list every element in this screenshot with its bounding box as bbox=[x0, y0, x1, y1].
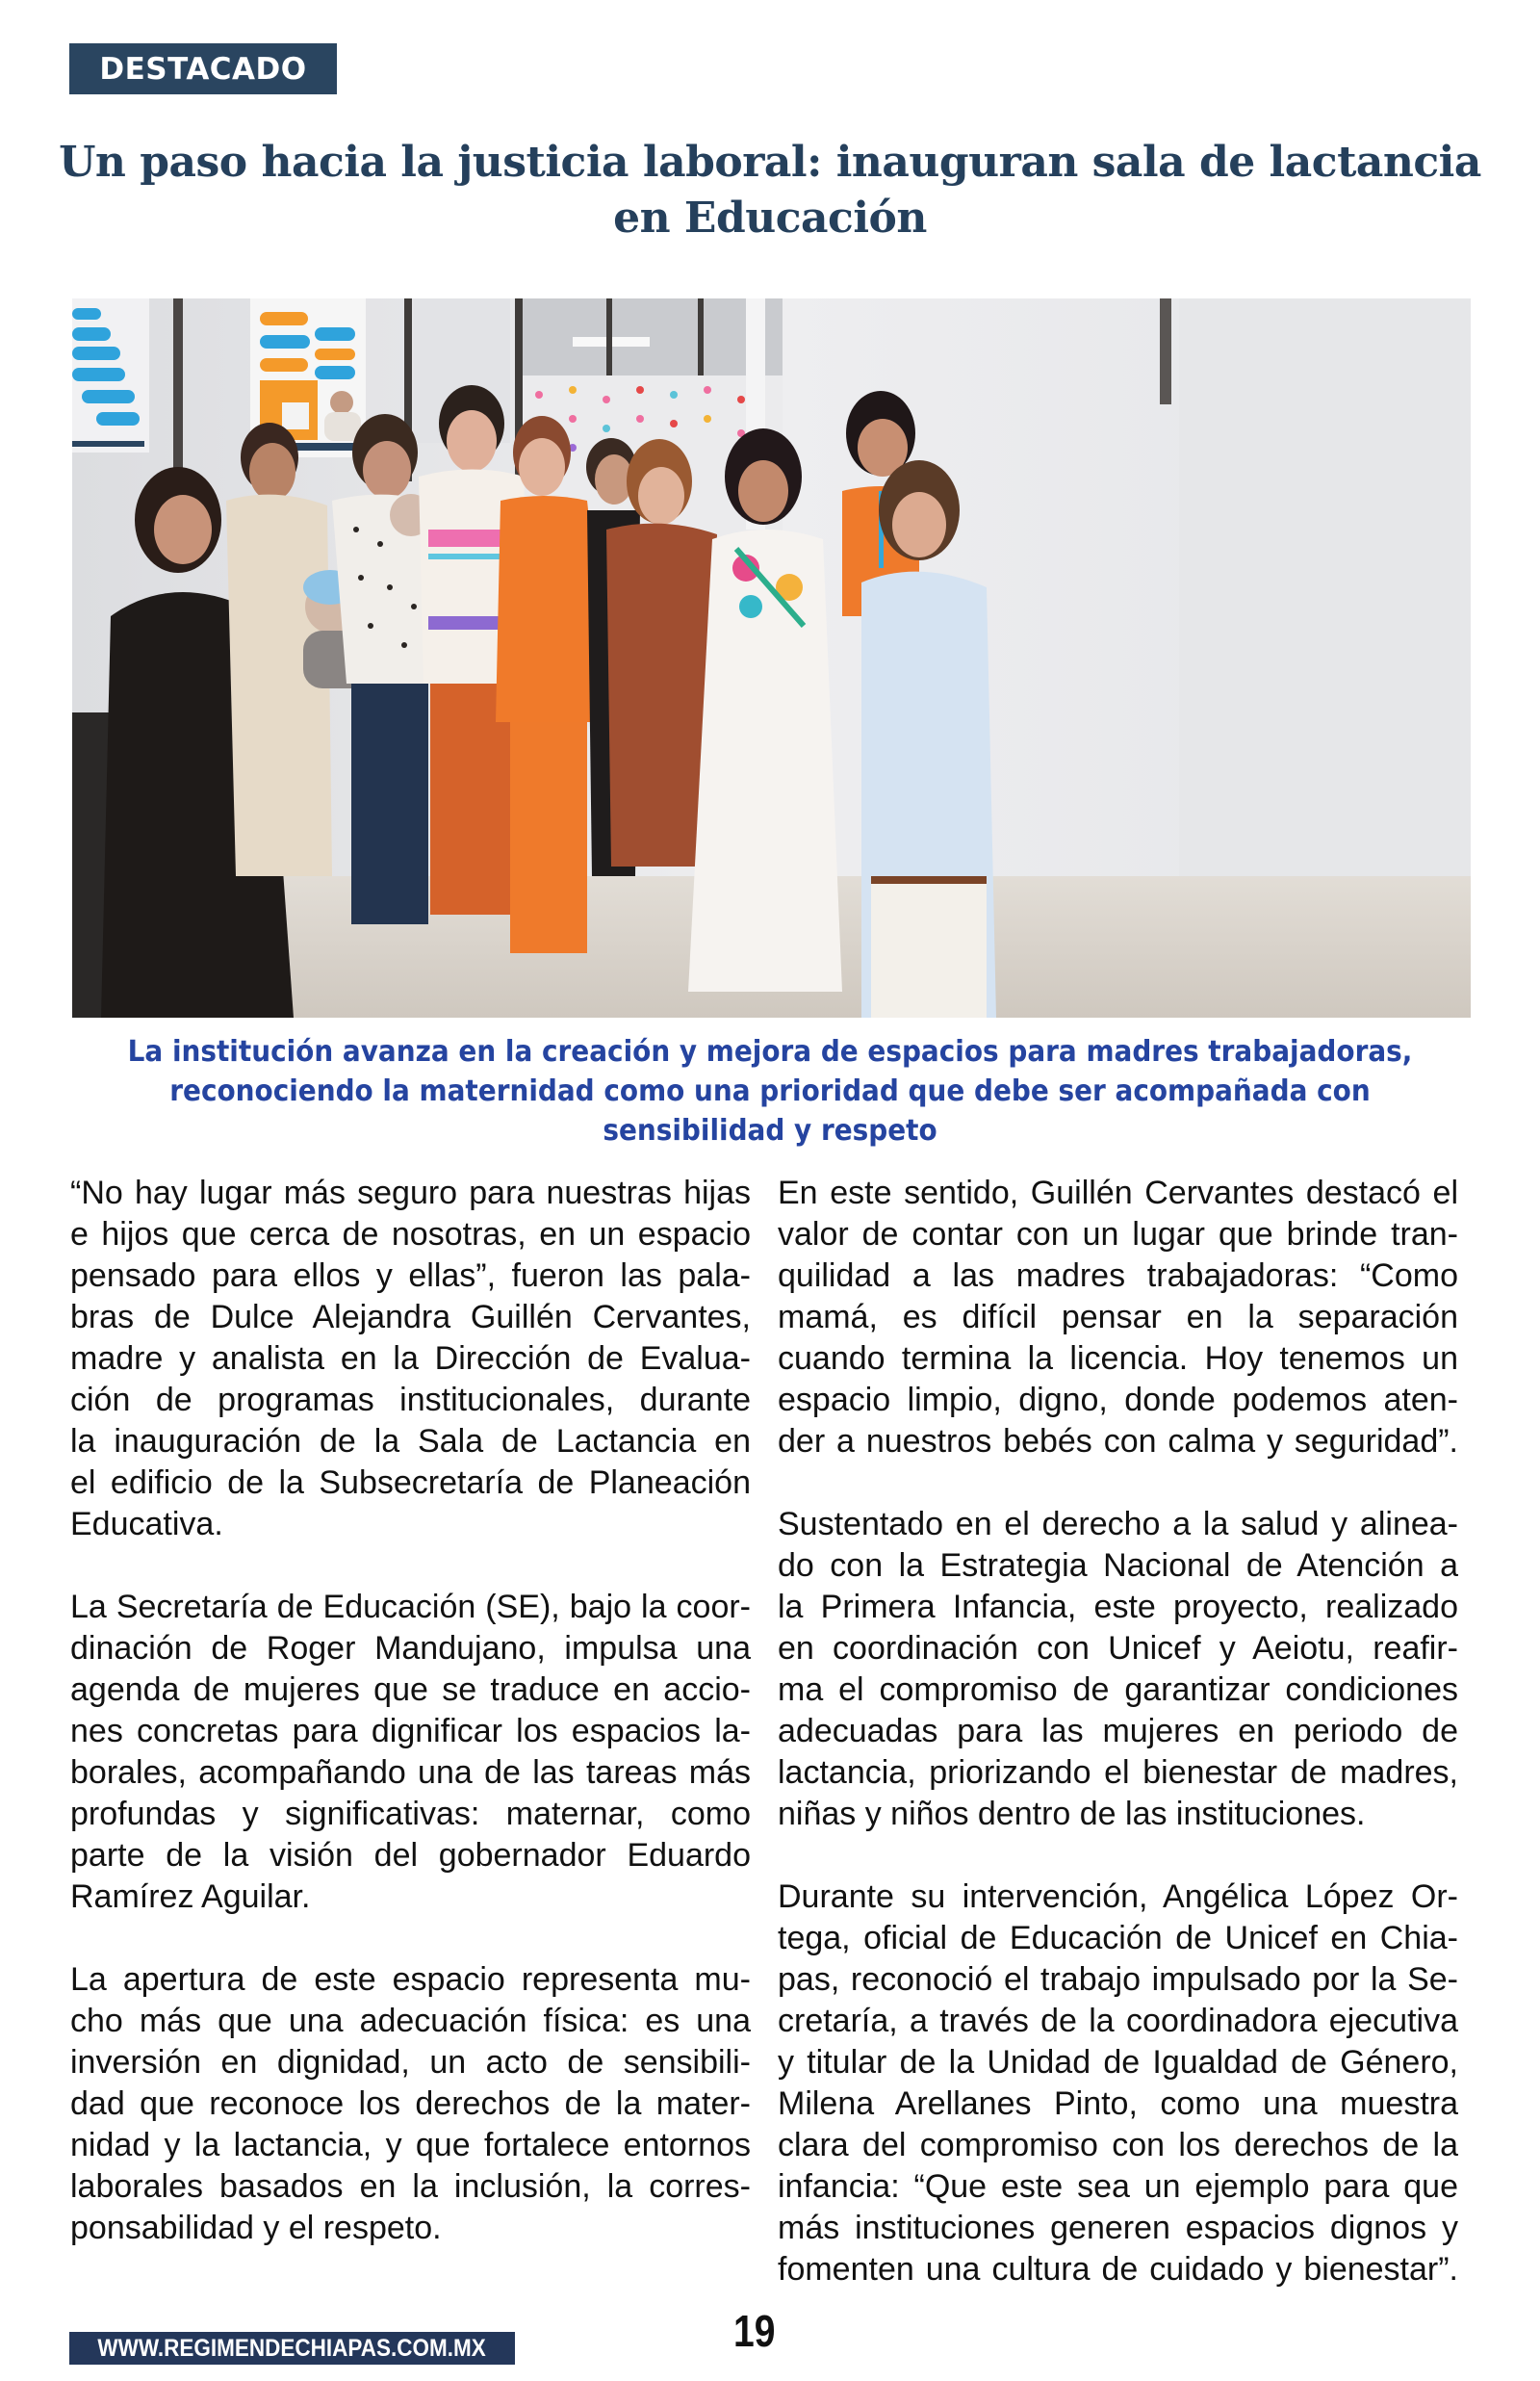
body-line: cretaría, a través de la coordinadora ejecutiva bbox=[778, 2003, 1458, 2039]
body-line: fomenten una cultura de cuidado y bienestar”. bbox=[778, 2251, 1458, 2288]
body-line: ción de programas institucionales, durante bbox=[70, 1382, 751, 1418]
body-line: y titular de la Unidad de Igualdad de Género, bbox=[778, 2044, 1458, 2081]
body-line: borales, acompañando una de las tareas más bbox=[70, 1754, 751, 1791]
body-line: dad que reconoce los derechos de la mater- bbox=[70, 2085, 751, 2122]
body-line: Milena Arellanes Pinto, como una muestra bbox=[778, 2085, 1458, 2122]
body-column-right bbox=[778, 1173, 1458, 2290]
website-link[interactable]: WWW.REGIMENDECHIAPAS.COM.MX bbox=[97, 2334, 487, 2362]
paragraph bbox=[70, 1173, 751, 1545]
body-line: Durante su intervención, Angélica López Or- bbox=[778, 1878, 1458, 1915]
body-line: en coordinación con Unicef y Aeiotu, reafir- bbox=[778, 1630, 1458, 1667]
section-tag-label: DESTACADO bbox=[99, 51, 307, 87]
body-line: bras de Dulce Alejandra Guillén Cervantes, bbox=[70, 1299, 751, 1335]
body-line: pas, reconoció el trabajo impulsado por la Se- bbox=[778, 1961, 1458, 1998]
paragraph bbox=[778, 1173, 1458, 1462]
paragraph bbox=[778, 1504, 1458, 1835]
body-column-left bbox=[70, 1173, 751, 2249]
group-photo-icon bbox=[72, 298, 1471, 1018]
footer-website-bar bbox=[69, 2332, 515, 2365]
body-line: dinación de Roger Mandujano, impulsa una bbox=[70, 1630, 751, 1667]
body-line: mamá, es difícil pensar en la separación bbox=[778, 1299, 1458, 1335]
body-line: cho más que una adecuación física: es una bbox=[70, 2003, 751, 2039]
body-line: espacio limpio, digno, donde podemos aten- bbox=[778, 1382, 1458, 1418]
body-line: profundas y significativas: maternar, como bbox=[70, 1796, 751, 1832]
page-number: 19 bbox=[733, 2306, 776, 2356]
body-line: laborales basados en la inclusión, la corres- bbox=[70, 2168, 751, 2205]
body-line: más instituciones generen espacios dignos y bbox=[778, 2210, 1458, 2246]
body-line: inversión en dignidad, un acto de sensibili- bbox=[70, 2044, 751, 2081]
body-line: la Primera Infancia, este proyecto, realizado bbox=[778, 1589, 1458, 1625]
caption-line: sensibilidad y respeto bbox=[603, 1114, 937, 1148]
body-line: nidad y la lactancia, y que fortalece entornos bbox=[70, 2127, 751, 2163]
body-line: La apertura de este espacio representa mu- bbox=[70, 1961, 751, 1998]
body-line: adecuadas para las mujeres en periodo de bbox=[778, 1713, 1458, 1749]
body-line: do con la Estrategia Nacional de Atención a bbox=[778, 1547, 1458, 1584]
article-photo bbox=[72, 298, 1471, 1018]
body-line: En este sentido, Guillén Cervantes destacó el bbox=[778, 1175, 1458, 1211]
body-line: ma el compromiso de garantizar condiciones bbox=[778, 1671, 1458, 1708]
photo-caption bbox=[58, 1032, 1482, 1151]
body-line: clara del compromiso con los derechos de la bbox=[778, 2127, 1458, 2163]
caption-line: reconociendo la maternidad como una prioridad que debe ser acompañada con bbox=[169, 1074, 1371, 1108]
body-line: la inauguración de la Sala de Lactancia en bbox=[70, 1423, 751, 1460]
body-line: La Secretaría de Educación (SE), bajo la coor- bbox=[70, 1589, 751, 1625]
body-line: parte de la visión del gobernador Eduardo bbox=[70, 1837, 751, 1874]
paragraph bbox=[778, 1876, 1458, 2290]
body-line: Sustentado en el derecho a la salud y alinea- bbox=[778, 1506, 1458, 1542]
body-line: pensado para ellos y ellas”, fueron las pala- bbox=[70, 1257, 751, 1294]
body-line: lactancia, priorizando el bienestar de madres, bbox=[778, 1754, 1458, 1791]
article-title bbox=[58, 135, 1482, 246]
body-line: “No hay lugar más seguro para nuestras hijas bbox=[70, 1175, 751, 1211]
title-line: en Educación bbox=[613, 194, 927, 243]
body-line: ponsabilidad y el respeto. bbox=[70, 2210, 442, 2246]
paragraph bbox=[70, 1587, 751, 1918]
body-line: el edificio de la Subsecretaría de Planeación bbox=[70, 1464, 751, 1501]
caption-line: La institución avanza en la creación y mejora de espacios para madres trabajadoras, bbox=[127, 1035, 1413, 1069]
body-line: madre y analista en la Dirección de Evalua- bbox=[70, 1340, 751, 1377]
body-line: infancia: “Que este sea un ejemplo para que bbox=[778, 2168, 1458, 2205]
body-line: niñas y niños dentro de las instituciones. bbox=[778, 1796, 1366, 1832]
section-tag bbox=[69, 43, 337, 94]
body-line: valor de contar con un lugar que brinde tran- bbox=[778, 1216, 1458, 1253]
poster-left bbox=[72, 298, 149, 453]
body-line: der a nuestros bebés con calma y seguridad”. bbox=[778, 1423, 1458, 1460]
body-line: agenda de mujeres que se traduce en accio- bbox=[70, 1671, 751, 1708]
body-line: nes concretas para dignificar los espacios la- bbox=[70, 1713, 751, 1749]
body-line: Educativa. bbox=[70, 1506, 223, 1542]
body-line: quilidad a las madres trabajadoras: “Como bbox=[778, 1257, 1458, 1294]
body-line: e hijos que cerca de nosotras, en un espacio bbox=[70, 1216, 751, 1253]
paragraph bbox=[70, 1959, 751, 2249]
title-line: Un paso hacia la justicia laboral: inauguran sala de lactancia bbox=[59, 138, 1481, 187]
body-line: tega, oficial de Educación de Unicef en Chia- bbox=[778, 1920, 1458, 1956]
body-line: Ramírez Aguilar. bbox=[70, 1878, 311, 1915]
body-line: cuando termina la licencia. Hoy tenemos un bbox=[778, 1340, 1458, 1377]
